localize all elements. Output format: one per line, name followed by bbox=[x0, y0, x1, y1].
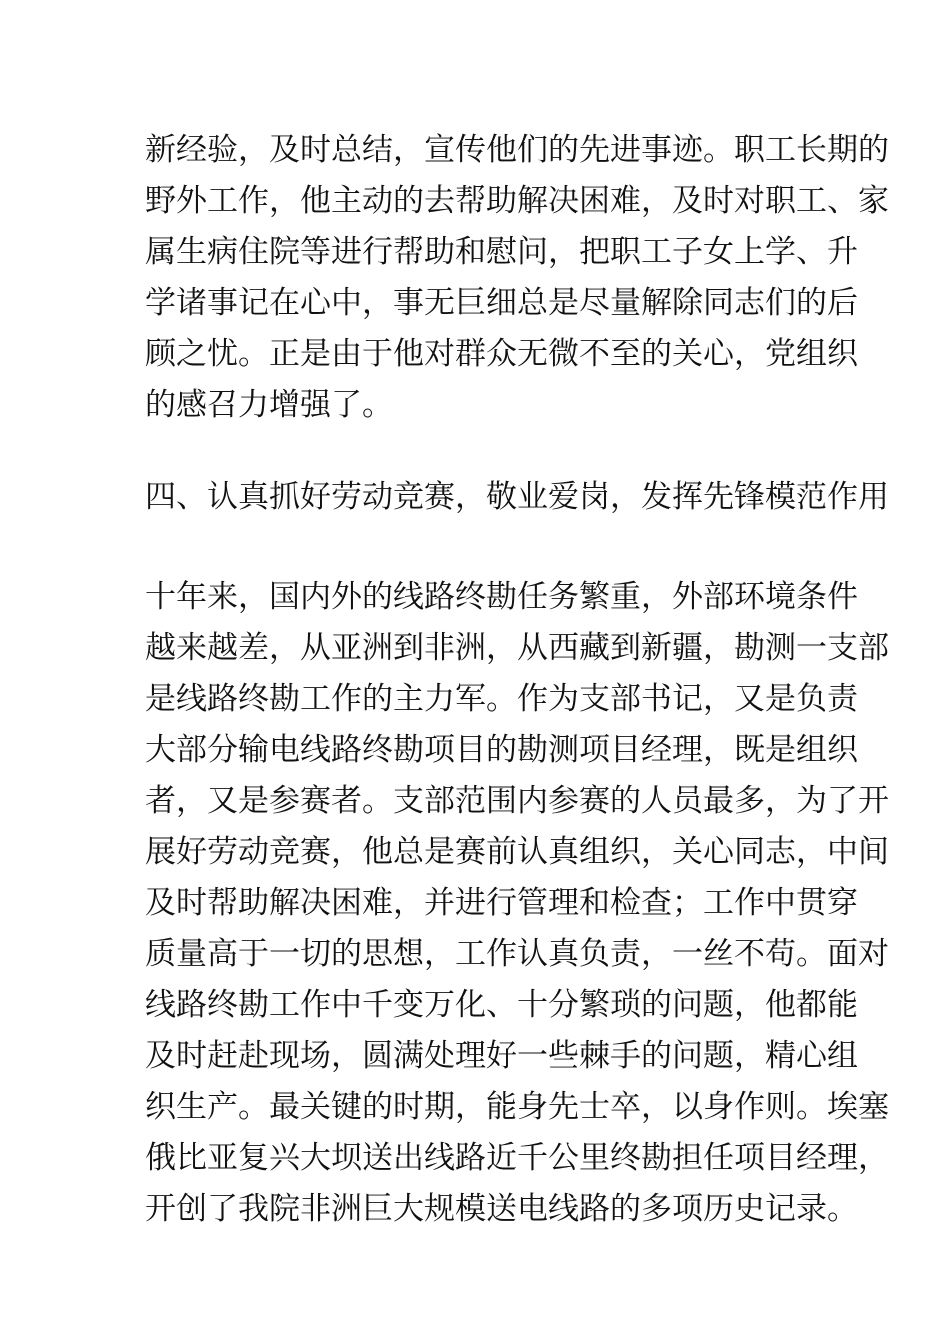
paragraph-line: 织生产。最关键的时期，能身先士卒，以身作则。埃塞 bbox=[145, 1089, 889, 1125]
paragraph-line: 是线路终勘工作的主力军。作为支部书记，又是负责 bbox=[145, 681, 858, 717]
section-heading bbox=[145, 472, 889, 523]
paragraph-line: 者，又是参赛者。支部范围内参赛的人员最多，为了开 bbox=[145, 783, 889, 819]
paragraph-line: 顾之忧。正是由于他对群众无微不至的关心，党组织 bbox=[145, 336, 858, 372]
paragraph-line: 线路终勘工作中千变万化、十分繁琐的问题，他都能 bbox=[145, 987, 858, 1023]
paragraph-line: 开创了我院非洲巨大规模送电线路的多项历史记录。 bbox=[145, 1191, 858, 1227]
paragraph-line: 展好劳动竞赛，他总是赛前认真组织，关心同志，中间 bbox=[145, 834, 889, 870]
section-heading-text: 四、认真抓好劳动竞赛，敬业爱岗，发挥先锋模范作用 bbox=[145, 479, 889, 515]
paragraph-line: 的感召力增强了。 bbox=[145, 387, 393, 423]
paragraph-2 bbox=[145, 572, 889, 1235]
paragraph-line: 新经验，及时总结，宣传他们的先进事迹。职工长期的 bbox=[145, 132, 889, 168]
paragraph-line: 学诸事记在心中，事无巨细总是尽量解除同志们的后 bbox=[145, 285, 858, 321]
paragraph-line: 质量高于一切的思想，工作认真负责，一丝不苟。面对 bbox=[145, 936, 889, 972]
paragraph-line: 野外工作，他主动的去帮助解决困难，及时对职工、家 bbox=[145, 183, 889, 219]
paragraph-line: 十年来，国内外的线路终勘任务繁重，外部环境条件 bbox=[145, 579, 858, 615]
paragraph-line: 俄比亚复兴大坝送出线路近千公里终勘担任项目经理， bbox=[145, 1140, 889, 1176]
paragraph-line: 及时帮助解决困难，并进行管理和检查；工作中贯穿 bbox=[145, 885, 858, 921]
paragraph-line: 越来越差，从亚洲到非洲，从西藏到新疆，勘测一支部 bbox=[145, 630, 889, 666]
paragraph-1 bbox=[145, 125, 889, 431]
paragraph-line: 属生病住院等进行帮助和慰问，把职工子女上学、升 bbox=[145, 234, 858, 270]
paragraph-line: 大部分输电线路终勘项目的勘测项目经理，既是组织 bbox=[145, 732, 858, 768]
paragraph-line: 及时赶赴现场，圆满处理好一些棘手的问题，精心组 bbox=[145, 1038, 858, 1074]
